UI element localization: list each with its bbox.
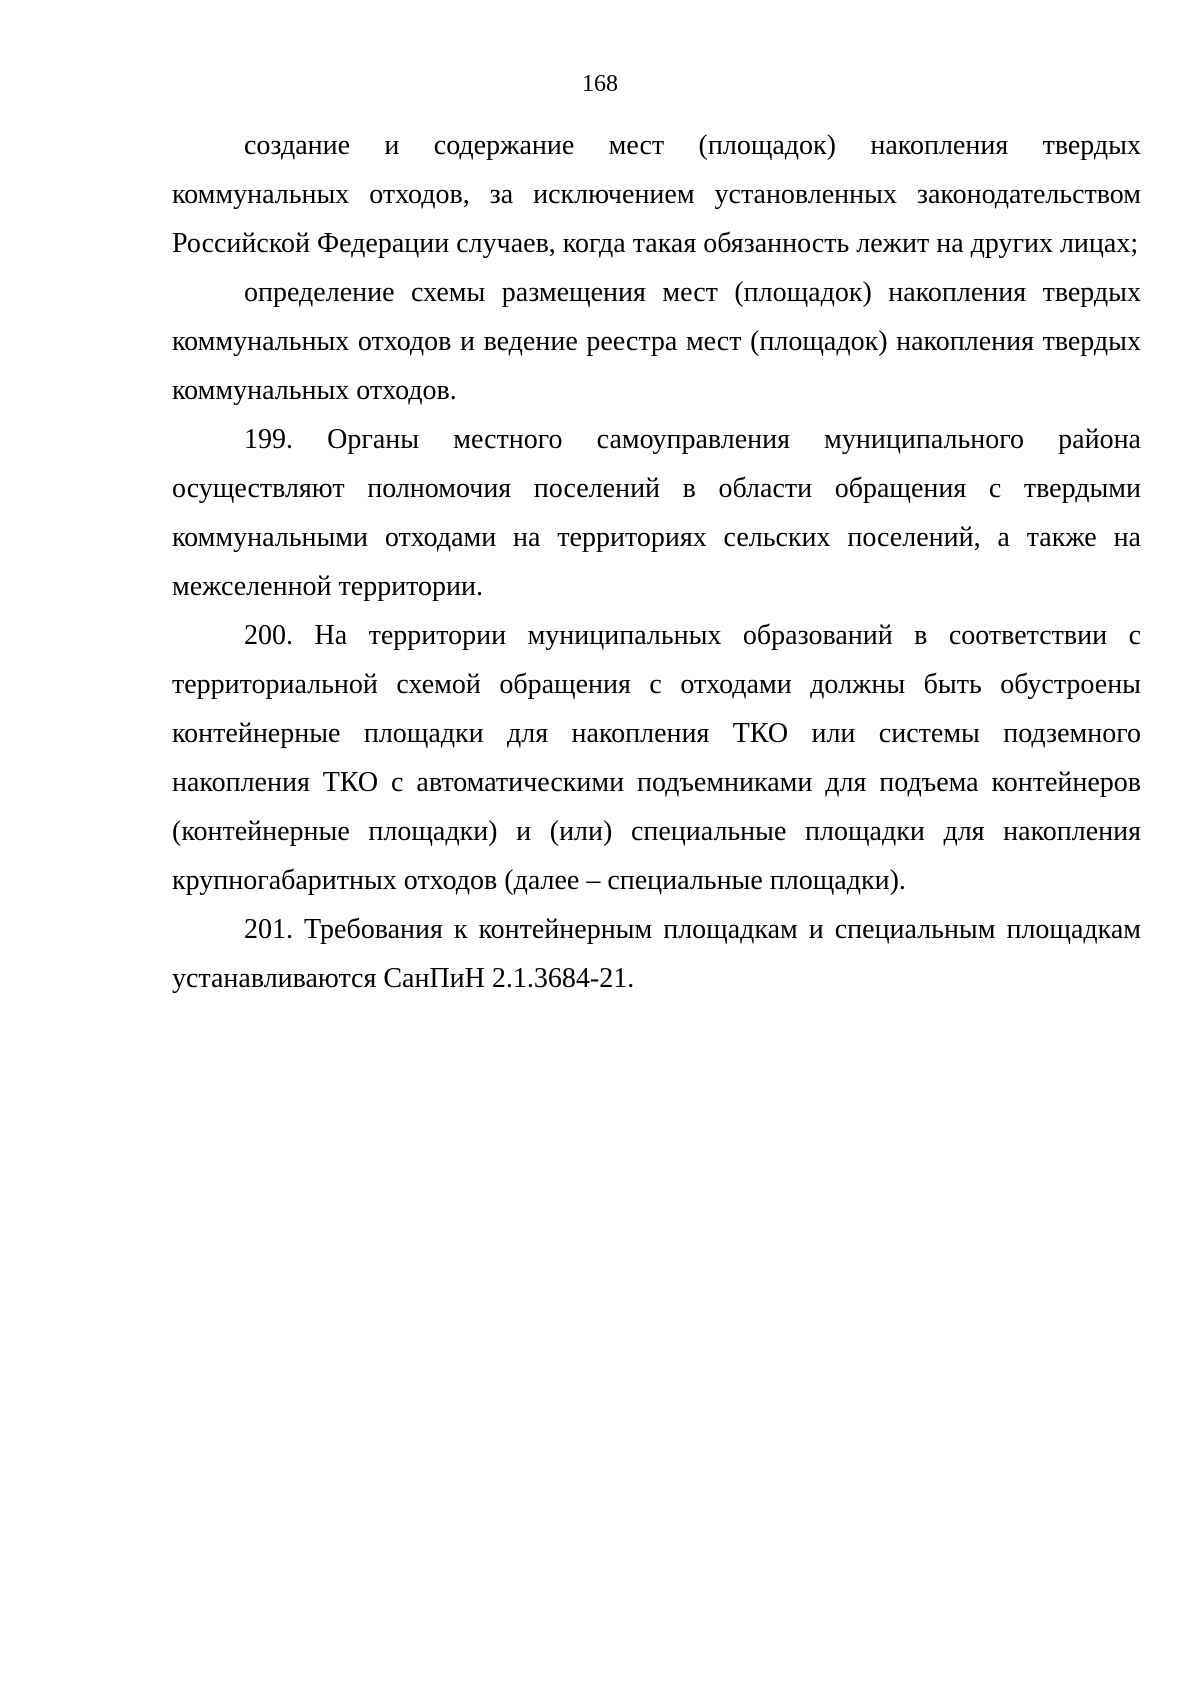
paragraph-sites-registry: определение схемы размещения мест (площадок) накопления твердых коммунальных отходов и ведение реестра мест (площадок) накопления твердых коммунальных отходов.	[172, 277, 1141, 406]
document-body	[172, 121, 1141, 1003]
paragraph-container-sites: создание и содержание мест (площадок) накопления твердых коммунальных отходов, за исключением установленных законодательством Российской Федерации случаев, когда такая обязанность лежит на других лицах;	[172, 130, 1141, 259]
paragraph-item-199: 199. Органы местного самоуправления муниципального района осуществляют полномочия поселений в области обращения с твердыми коммунальными отходами на территориях сельских поселений, а также на межселенной территории.	[172, 424, 1141, 602]
paragraph-item-200: 200. На территории муниципальных образований в соответствии с территориальной схемой обращения с отходами должны быть обустроены контейнерные площадки для накопления ТКО или системы подземного накопления ТКО с автоматическими подъемниками для подъема контейнеров (контейнерные площадки) и (или) специальные площадки для накопления крупногабаритных отходов (далее – специальные площадки).	[172, 620, 1141, 896]
paragraph-item-201: 201. Требования к контейнерным площадкам и специальным площадкам устанавливаются СанПиН 2.1.3684-21.	[172, 914, 1141, 994]
page-number: 168	[582, 71, 618, 97]
